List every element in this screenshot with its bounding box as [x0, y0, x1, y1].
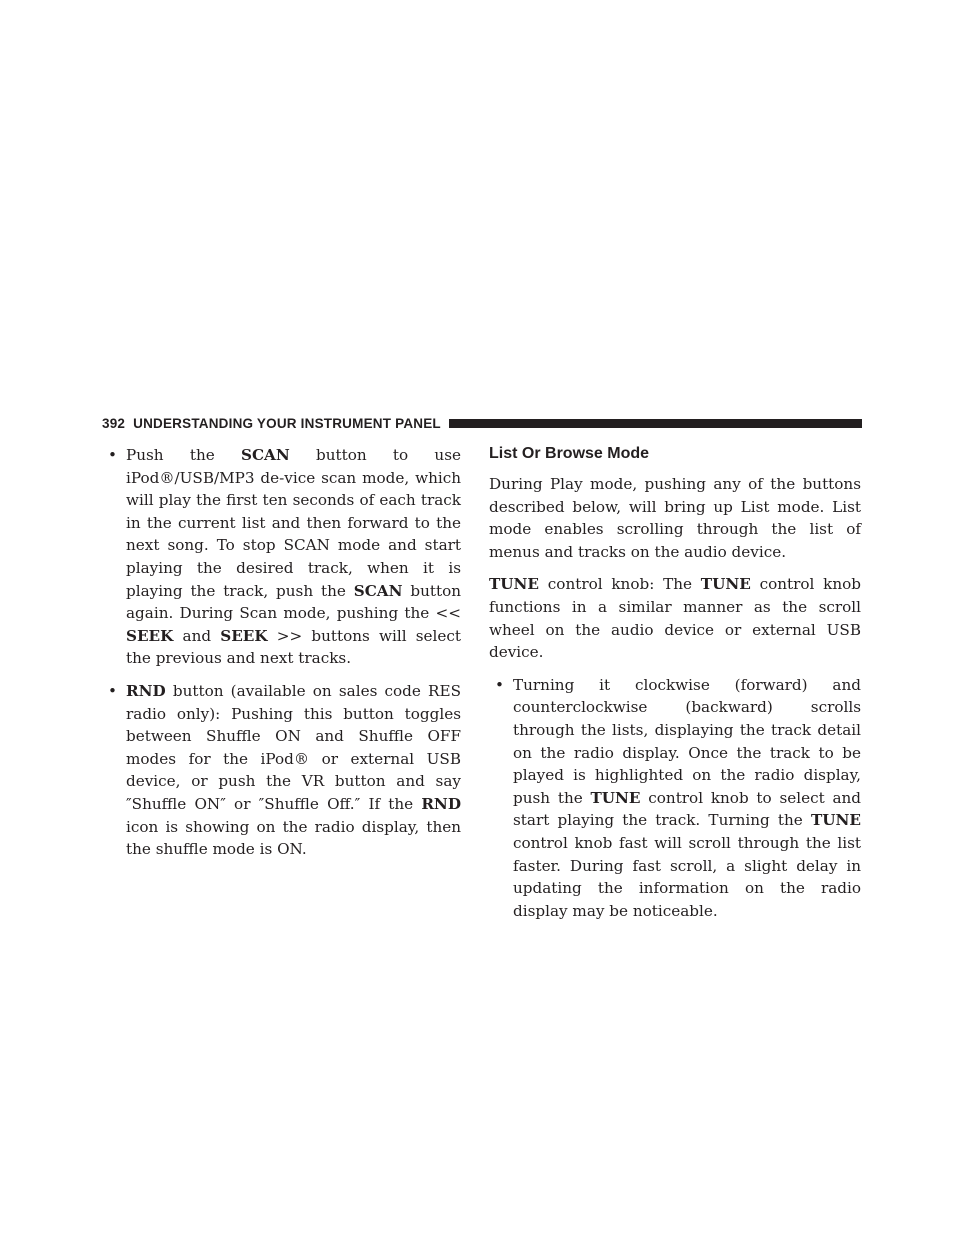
bullet-dot: •: [108, 681, 117, 700]
page-number: 392: [102, 415, 126, 431]
bullet-scan: • Push the SCAN button to use iPod®/USB/MP3 de-vice scan mode, which will play the first ten seconds of each track in the current list and then forward to the next song. To stop SCAN mode and start playing the desired track, when it is playing the track, push the SCAN button again. During Scan mode, pushing the << SEEK and SEEK >> buttons will select the previous and next tracks.: [108, 446, 461, 668]
section-heading: List Or Browse Mode: [489, 445, 650, 462]
left-column: [102, 444, 461, 871]
paragraph-tune-knob: TUNE control knob: The TUNE control knob functions in a similar manner as the scroll wheel on the audio device or external USB device.: [489, 575, 861, 662]
page-header: [102, 414, 862, 432]
header-rule: [449, 419, 862, 428]
bullet-dot: •: [108, 446, 117, 464]
bullet-dot: •: [495, 675, 504, 694]
bullet-turning: • Turning it clockwise (forward) and counterclockwise (backward) scrolls through the lists, displaying the track detail on the radio display. Once the track to be played is highlighted on the radio display, push the TUNE control knob to select and start playing the track. Turning the TUNE control knob fast will scroll through the list faster. During fast scroll, a slight delay in updating the information on the radio display may be noticeable.: [495, 675, 862, 920]
bullet-rnd: • RND button (available on sales code RES radio only): Pushing this button toggles between Shuffle ON and Shuffle OFF modes for the iPod® or external USB device, or push the VR button and say ″Shuffle ON″ or ″Shuffle Off.″ If the RND icon is showing on the radio display, then the shuffle mode is ON.: [108, 681, 461, 859]
chapter-title: UNDERSTANDING YOUR INSTRUMENT PANEL: [133, 415, 441, 431]
right-column: [489, 444, 861, 932]
paragraph-play-mode: During Play mode, pushing any of the buttons described below, will bring up List mode. List mode enables scrolling through the list of menus and tracks on the audio device.: [489, 475, 861, 561]
